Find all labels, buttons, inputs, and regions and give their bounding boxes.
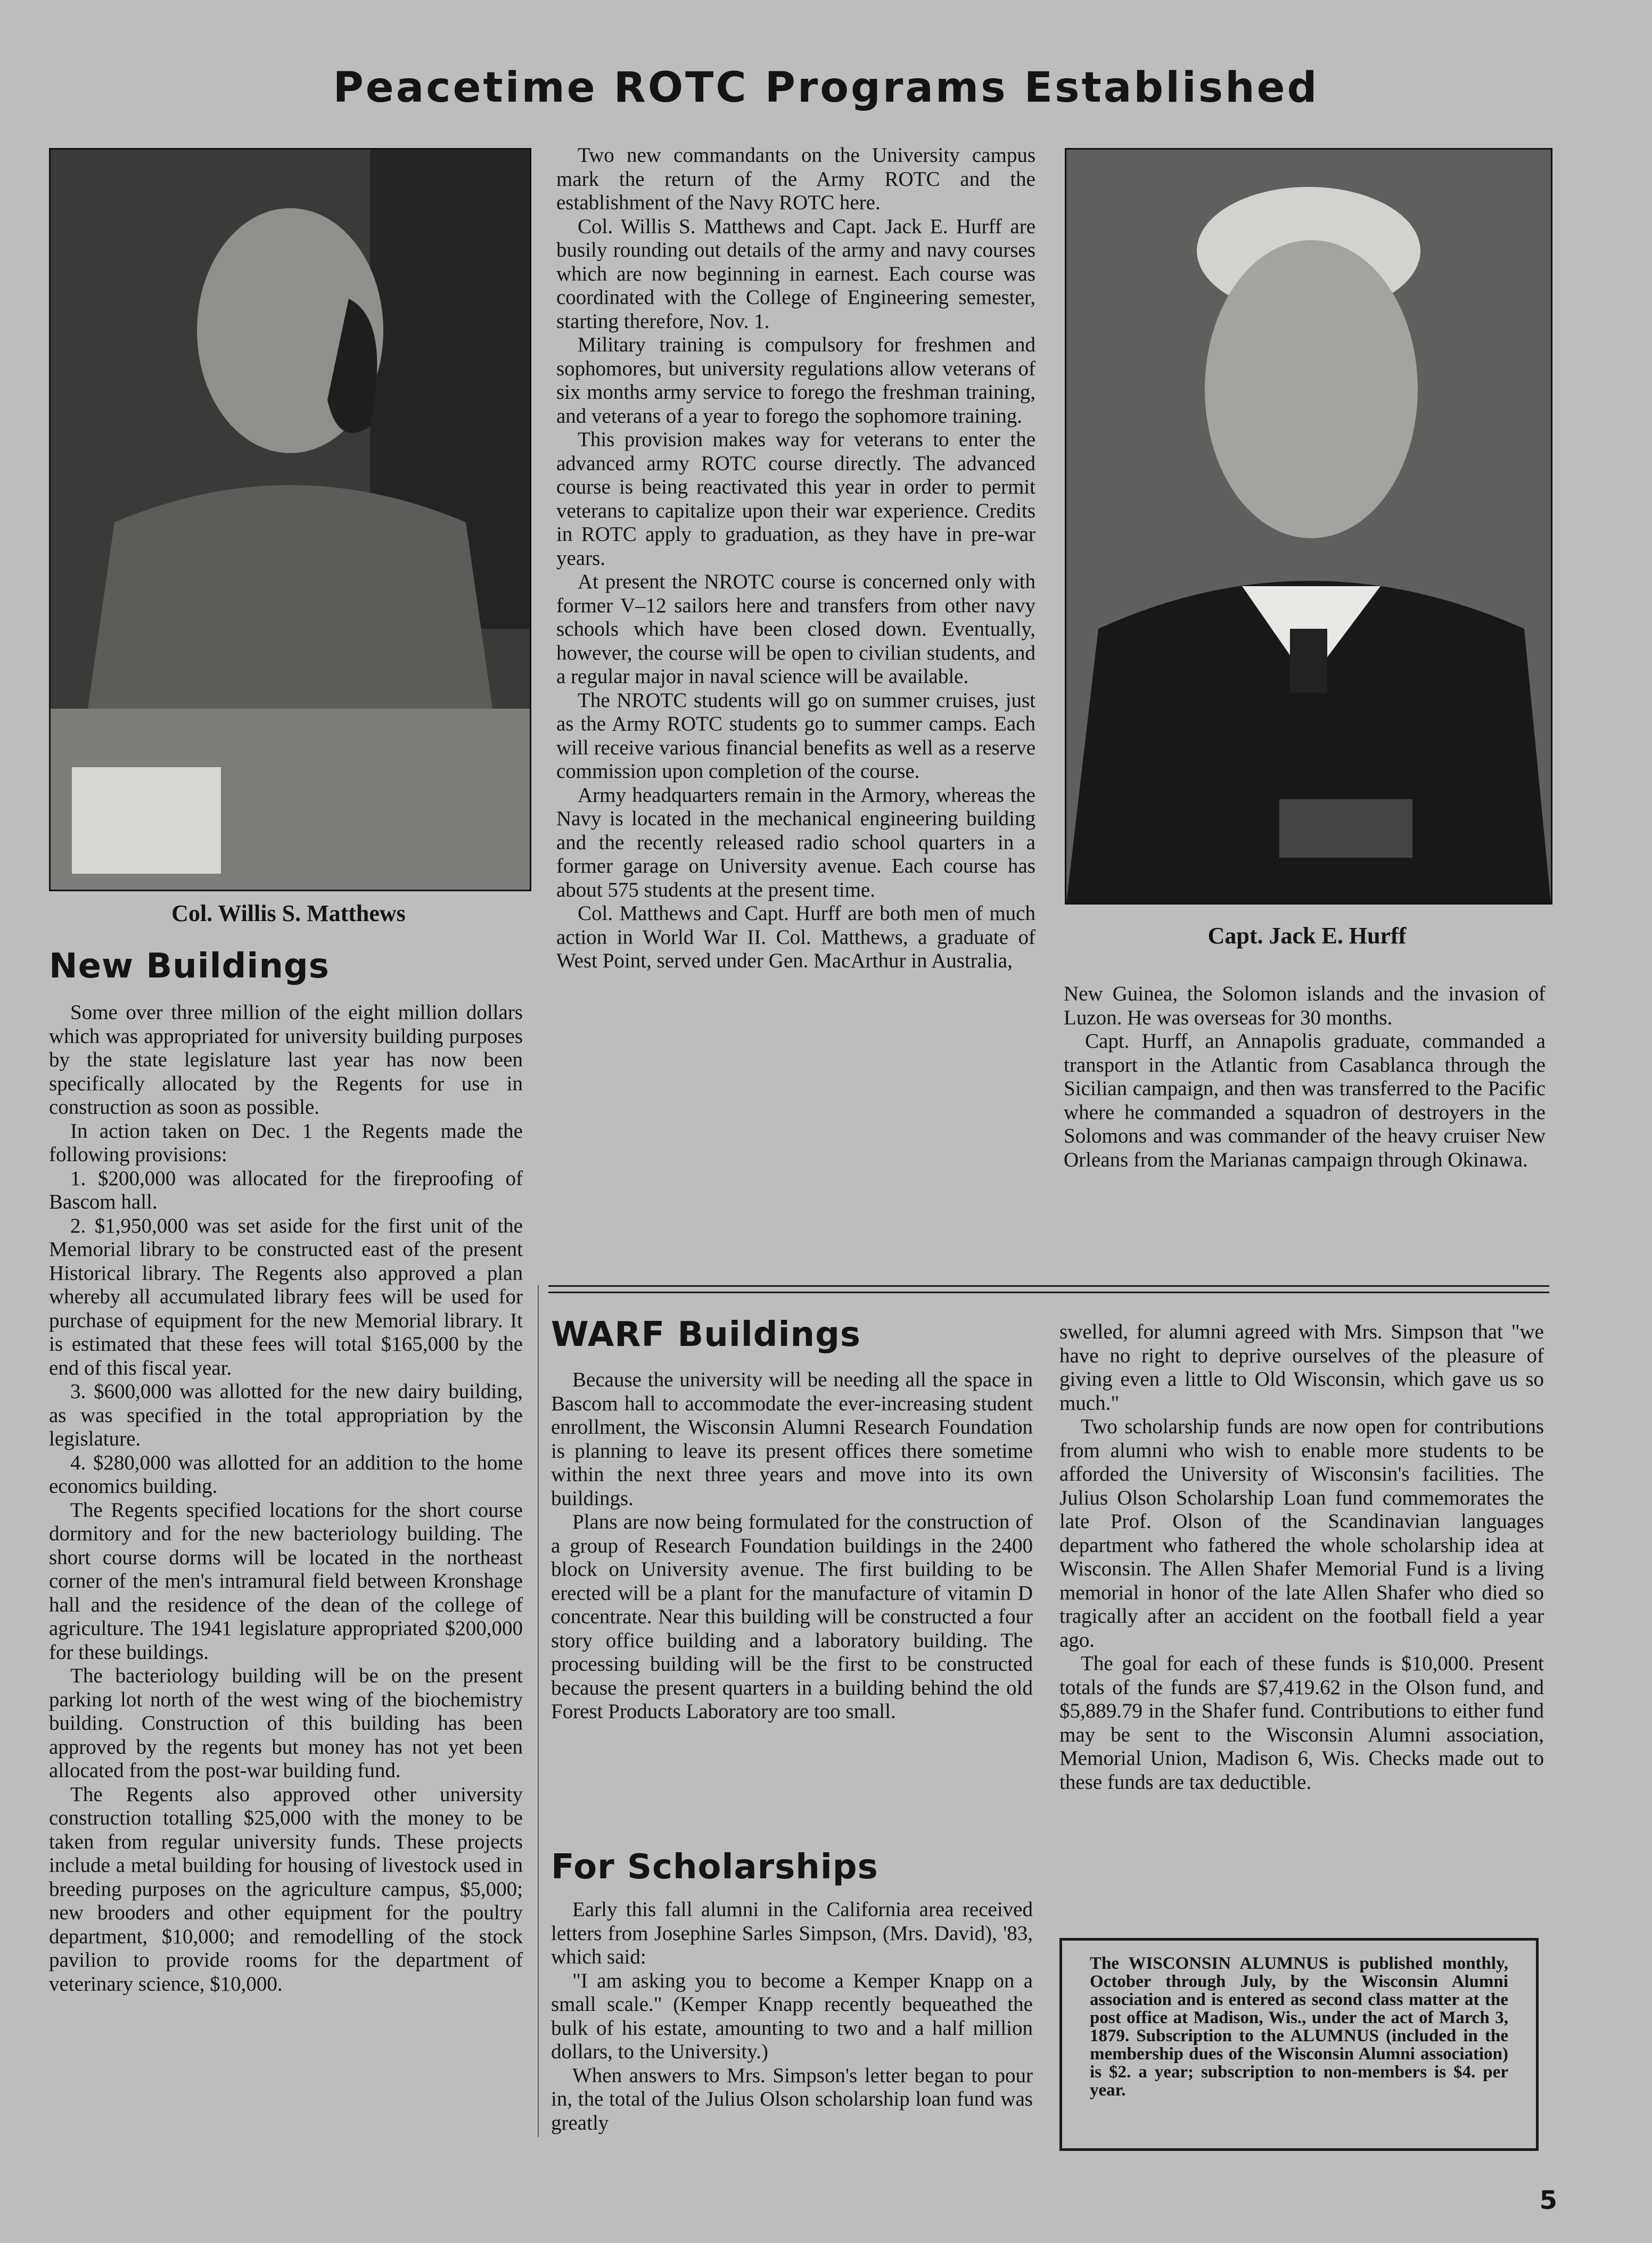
scholarships-article (551, 1898, 1033, 2164)
rotc-paragraph: New Guinea, the Solomon islands and the invasion of Luzon. He was overseas for 30 months. (1064, 982, 1546, 1029)
new-buildings-paragraph: The bacteriology building will be on the present parking lot north of the west wing of the biochemistry building. Construction of this building has been approved by the regents but money has not yet been allocated from the post-war building fund. (49, 1664, 523, 1782)
new-buildings-paragraph: In action taken on Dec. 1 the Regents made the following provisions: (49, 1119, 523, 1166)
matthews-portrait-icon (51, 150, 530, 890)
rotc-paragraph: Military training is compulsory for freshmen and sophomores, but university regulations allow veterans of six months army service to forego the freshman training, and veterans of a year to forego the sophomore training. (556, 333, 1035, 428)
rotc-article-center (556, 144, 1035, 1275)
scholarships-paragraph: swelled, for alumni agreed with Mrs. Simpson that "we have no right to deprive ourselves of the pleasure of giving even a little to Old Wisconsin, which gave us so much." (1059, 1320, 1544, 1415)
scholarships-title: For Scholarships (551, 1847, 878, 1887)
new-buildings-article (49, 1001, 523, 2162)
rotc-paragraph: Col. Matthews and Capt. Hurff are both men of much action in World War II. Col. Matthews, a graduate of West Point, served under Gen. MacArthur in Australia, (556, 902, 1035, 972)
publication-notice-text: The WISCONSIN ALUMNUS is published monthly, October through July, by the Wisconsin Alumni association and is entered as second class matter at the post office at Madison, Wis., under the act of March 3, 1879. Subscription to the ALUMNUS (included in the membership dues of the Wisconsin Alumni association) is $2. a year; subscription to non-members is $4. per year. (1090, 1954, 1508, 2100)
rotc-paragraph: Army headquarters remain in the Armory, whereas the Navy is located in the mechanical engineering building and the recently released radio school quarters in a former garage on University avenue. Each course has about 575 students at the present time. (556, 783, 1035, 901)
rotc-paragraph: Two new commandants on the University campus mark the return of the Army ROTC and the establishment of the Navy ROTC here. (556, 144, 1035, 214)
hurff-photo (1065, 148, 1552, 905)
scholarships-paragraph: Two scholarship funds are now open for contributions from alumni who wish to enable more students to be afforded the University of Wisconsin's facilities. The Julius Olson Scholarship Loan fund commemorates the late Prof. Olson of the Scandinavian languages department who fathered the whole scholarship idea at Wisconsin. The Allen Shafer Memorial Fund is a living memorial in honor of the late Allen Shafer who died so tragically after an accident on the football field a year ago. (1059, 1415, 1544, 1652)
scholarships-paragraph: When answers to Mrs. Simpson's letter began to pour in, the total of the Julius Olson scholarship loan fund was greatly (551, 2064, 1033, 2134)
hurff-caption: Capt. Jack E. Hurff (1207, 923, 1407, 949)
scholarships-paragraph: "I am asking you to become a Kemper Knapp on a small scale." (Kemper Knapp recently bequeathed the bulk of his estate, amounting to two and a half million dollars, to the University.) (551, 1969, 1033, 2063)
new-buildings-paragraph: The Regents specified locations for the short course dormitory and for the new bacteriology building. The short course dorms will be located in the northeast corner of the men's intramural field between Kronshage hall and the residence of the dean of the college of agriculture. The 1941 legislature appropriated $200,000 for these buildings. (49, 1498, 523, 1664)
new-buildings-paragraph: The Regents also approved other university construction totalling $25,000 with the money to be taken from regular university funds. These projects include a metal building for housing of livestock used in breeding purposes on the agriculture campus, $5,000; new brooders and other equipment for the poultry department, $10,000; and remodelling of the stock pavilion to provide rooms for the department of veterinary science, $10,000. (49, 1782, 523, 1995)
rotc-paragraph: This provision makes way for veterans to enter the advanced army ROTC course directly. The advanced course is being reactivated this year in order to permit veterans to capitalize upon their war experience. Credits in ROTC apply to graduation, as they have in pre-war years. (556, 428, 1035, 570)
scholarships-paragraph: Early this fall alumni in the California area received letters from Josephine Sarles Simpson, (Mrs. David), '83, which said: (551, 1898, 1033, 1968)
publication-notice-box (1059, 1938, 1539, 2151)
rotc-paragraph: Capt. Hurff, an Annapolis graduate, commanded a transport in the Atlantic from Casablanca through the Sicilian campaign, and then was transferred to the Pacific where he commanded a squadron of destroyers in the Solomons and was commander of the heavy cruiser New Orleans from the Marianas campaign through Okinawa. (1064, 1030, 1546, 1171)
matthews-photo (49, 148, 531, 891)
new-buildings-paragraph: Some over three million of the eight million dollars which was appropriated for university building purposes by the state legislature last year has now been specifically allocated by the Regents for use in construction as soon as possible. (49, 1001, 523, 1119)
new-buildings-paragraph: 4. $280,000 was allotted for an addition to the home economics building. (49, 1451, 523, 1498)
new-buildings-paragraph: 3. $600,000 was allotted for the new dairy building, as was specified in the total appropriation by the legislature. (49, 1380, 523, 1450)
scholarships-continued (1059, 1320, 1544, 1917)
warf-paragraph: Plans are now being formulated for the construction of a group of Research Foundation buildings in the 2400 block on University avenue. The first building to be erected will be a plant for the manufacture of vitamin D concentrate. Near this building will be constructed a four story office building and a laboratory building. The processing building will be the first to be constructed because the present quarters in a building behind the old Forest Products Laboratory are too small. (551, 1510, 1033, 1723)
matthews-caption: Col. Willis S. Matthews (171, 900, 406, 926)
page-headline: Peacetime ROTC Programs Established (333, 64, 1319, 112)
rotc-article-continued (1064, 982, 1546, 1275)
new-buildings-title: New Buildings (49, 947, 330, 986)
column-divider (538, 1285, 539, 2137)
section-divider (548, 1285, 1549, 1287)
scholarships-paragraph: The goal for each of these funds is $10,000. Present totals of the funds are $7,419.62 in the Olson fund, and $5,889.79 in the Shafer fund. Contributions to either fund may be sent to the Wisconsin Alumni association, Memorial Union, Madison 6, Wis. Checks made out to these funds are tax deductible. (1059, 1652, 1544, 1794)
new-buildings-paragraph: 2. $1,950,000 was set aside for the first unit of the Memorial library to be constructed east of the present Historical library. The Regents also approved a plan whereby all accumulated library fees will be used for purchase of equipment for the new Memorial library. It is estimated that these fees will total $165,000 by the end of this fiscal year. (49, 1214, 523, 1379)
section-divider (548, 1292, 1549, 1293)
new-buildings-paragraph: 1. $200,000 was allocated for the fireproofing of Bascom hall. (49, 1166, 523, 1213)
warf-article (551, 1368, 1033, 1826)
warf-buildings-title: WARF Buildings (551, 1315, 861, 1354)
warf-paragraph: Because the university will be needing all the space in Bascom hall to accommodate the ever-increasing student enrollment, the Wisconsin Alumni Research Foundation is planning to leave its present offices there sometime within the next three years and move into its own buildings. (551, 1368, 1033, 1510)
rotc-paragraph: Col. Willis S. Matthews and Capt. Jack E. Hurff are busily rounding out details of the army and navy courses which are now beginning in earnest. Each course was coordinated with the College of Engineering semester, starting therefore, Nov. 1. (556, 215, 1035, 333)
rotc-paragraph: The NROTC students will go on summer cruises, just as the Army ROTC students go to summer camps. Each will receive various financial benefits as well as a reserve commission upon completion of the course. (556, 688, 1035, 783)
page-number: 5 (1539, 2186, 1557, 2215)
rotc-paragraph: At present the NROTC course is concerned only with former V–12 sailors here and transfers from other navy schools which have been closed down. Eventually, however, the course will be open to civilian students, and a regular major in naval science will be available. (556, 570, 1035, 688)
hurff-portrait-icon (1066, 150, 1551, 903)
